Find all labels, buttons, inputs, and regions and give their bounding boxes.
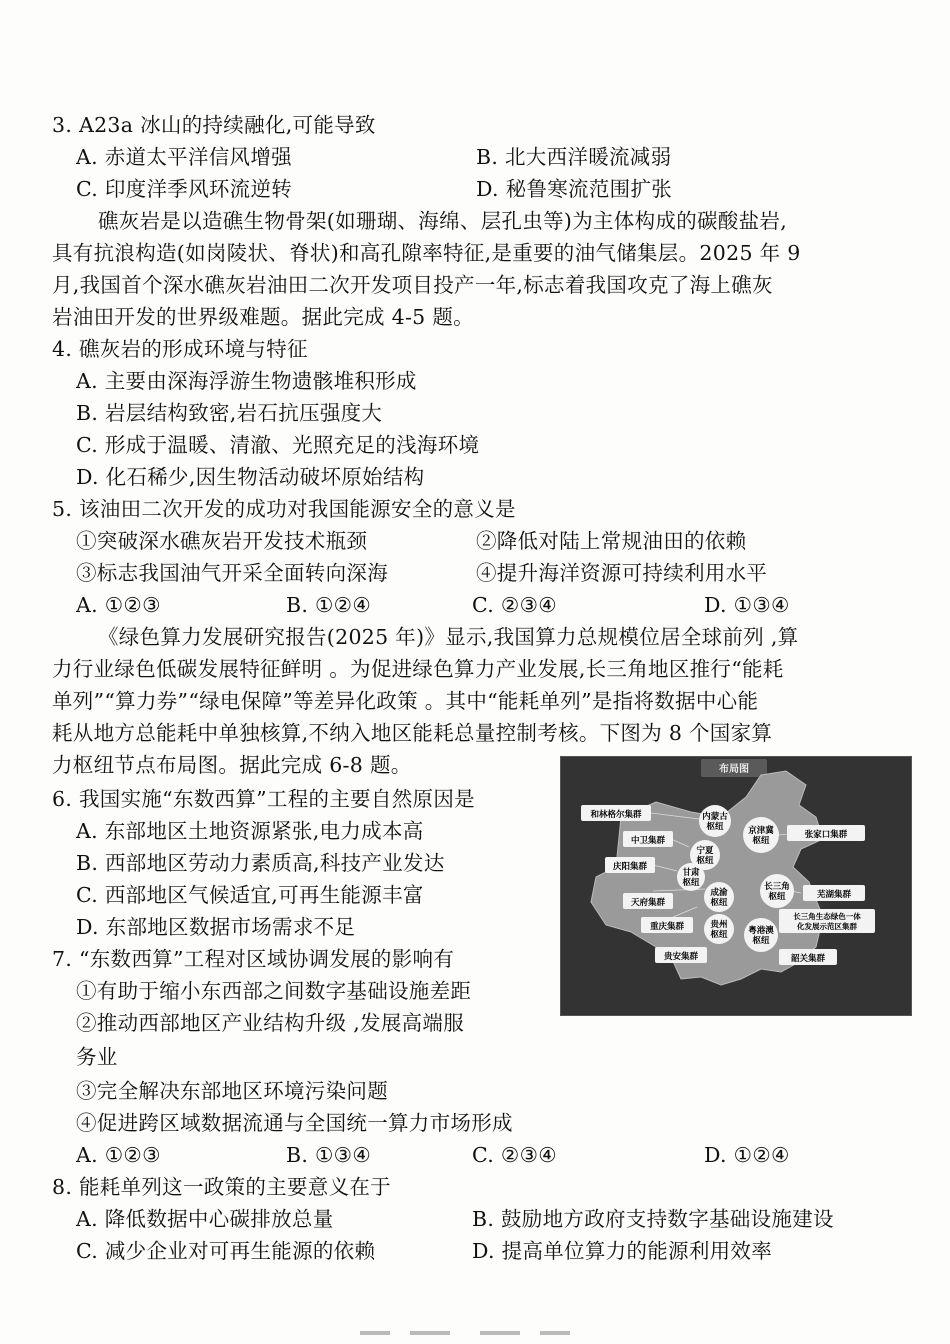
q6-option-b: B. 西部地区劳动力素质高,科技产业发达: [76, 851, 445, 875]
q7-option-a: A. ①②③: [76, 1143, 161, 1167]
map-label-chongqing: 重庆集群: [649, 922, 685, 932]
map-label-ningxia: 宁夏: [696, 846, 714, 856]
map-label-shaoguan: 韶关集群: [790, 954, 826, 964]
q7-statement-3: ③完全解决东部地区环境污染问题: [76, 1079, 388, 1103]
map-label-gansu-2: 枢纽: [682, 878, 700, 888]
q5-option-d: D. ①③④: [704, 593, 790, 617]
q7-stem: 7. “东数西算”工程对区域协调发展的影响有: [52, 947, 455, 971]
q3-option-c: C. 印度洋季风环流逆转: [76, 177, 293, 201]
q5-option-c: C. ②③④: [472, 593, 557, 617]
passage1-line: 具有抗浪构造(如岗陵状、脊状)和高孔隙率特征,是重要的油气储集层。2025 年 9: [52, 241, 801, 265]
q7-option-d: D. ①②④: [704, 1143, 790, 1167]
map-label-changsanjiao: 长三角: [764, 882, 790, 892]
passage2-line: 《绿色算力发展研究报告(2025 年)》显示,我国算力总规模位居全球前列 ,算: [98, 625, 799, 649]
q8-option-b: B. 鼓励地方政府支持数字基础设施建设: [472, 1207, 834, 1231]
q5-statement-1: ①突破深水礁灰岩开发技术瓶颈: [76, 529, 368, 553]
map-label-shifanqu: 长三角生态绿色一体: [793, 912, 861, 921]
q8-stem: 8. 能耗单列这一政策的主要意义在于: [52, 1175, 391, 1199]
map-label-helin: 和林格尔集群: [590, 810, 642, 820]
q3-option-a: A. 赤道太平洋信风增强: [76, 145, 292, 169]
q5-option-a: A. ①②③: [76, 593, 161, 617]
footer-marks: [360, 1329, 580, 1337]
q4-option-c: C. 形成于温暖、清澈、光照充足的浅海环境: [76, 433, 480, 457]
map-label-zhangjiakou: 张家口集群: [804, 830, 848, 840]
map-label-changsanjiao-2: 枢纽: [768, 892, 786, 902]
map-label-zhongwei: 中卫集群: [630, 836, 666, 846]
hub-layout-map: [560, 756, 912, 1016]
passage2-line: 力行业绿色低碳发展特征鲜明 。为促进绿色算力产业发展,长三角地区推行“能耗: [52, 657, 784, 681]
q6-option-c: C. 西部地区气候适宜,可再生能源丰富: [76, 883, 424, 907]
map-label-guian: 贵安集群: [663, 952, 699, 962]
q5-stem: 5. 该油田二次开发的成功对我国能源安全的意义是: [52, 497, 516, 521]
map-svg: [561, 757, 911, 1015]
q4-option-b: B. 岩层结构致密,岩石抗压强度大: [76, 401, 383, 425]
q5-statement-3: ③标志我国油气开采全面转向深海: [76, 561, 388, 585]
q8-option-c: C. 减少企业对可再生能源的依赖: [76, 1239, 376, 1263]
q5-statement-2: ②降低对陆上常规油田的依赖: [476, 529, 747, 553]
q8-option-a: A. 降低数据中心碳排放总量: [76, 1207, 334, 1231]
passage2-line: 耗从地方总能耗中单独核算,不纳入地区能耗总量控制考核。下图为 8 个国家算: [52, 721, 773, 745]
passage2-line: 单列”“算力券”“绿电保障”等差异化政策 。其中“能耗单列”是指将数据中心能: [52, 689, 759, 713]
map-label-tianfu: 天府集群: [630, 898, 666, 908]
q3-option-d: D. 秘鲁寒流范围扩张: [476, 177, 673, 201]
map-label-chengyu: 成渝: [710, 888, 728, 898]
q6-option-a: A. 东部地区土地资源紧张,电力成本高: [76, 819, 424, 843]
map-label-gansu: 甘肃: [682, 868, 700, 878]
q7-statement-1: ①有助于缩小东西部之间数字基础设施差距: [76, 979, 472, 1003]
q7-option-c: C. ②③④: [472, 1143, 557, 1167]
q4-option-a: A. 主要由深海浮游生物遗骸堆积形成: [76, 369, 417, 393]
passage1-line: 月,我国首个深水礁灰岩油田二次开发项目投产一年,标志着我国攻克了海上礁灰: [52, 273, 773, 297]
q3-option-b: B. 北大西洋暖流减弱: [476, 145, 672, 169]
map-label-guizhou: 贵州: [710, 920, 728, 930]
passage1-line: 岩油田开发的世界级难题。据此完成 4-5 题。: [52, 305, 474, 329]
q3-stem: 3. A23a 冰山的持续融化,可能导致: [52, 113, 376, 137]
passage1-line: 礁灰岩是以造礁生物骨架(如珊瑚、海绵、层孔虫等)为主体构成的碳酸盐岩,: [98, 209, 788, 233]
map-label-jingjinji: 京津冀: [748, 826, 774, 836]
map-label-wuhu: 芜湖集群: [816, 890, 852, 900]
q5-statement-4: ④提升海洋资源可持续利用水平: [476, 561, 768, 585]
q8-option-d: D. 提高单位算力的能源利用效率: [472, 1239, 773, 1263]
map-label-shifanqu-2: 化发展示范区集群: [797, 922, 857, 931]
map-label-neimenggu-2: 枢纽: [706, 822, 724, 832]
map-label-ningxia-2: 枢纽: [696, 856, 714, 866]
map-label-yuegangao-2: 枢纽: [752, 936, 770, 946]
map-label-guizhou-2: 枢纽: [710, 930, 728, 940]
map-label-qingyang: 庆阳集群: [612, 862, 648, 872]
q7-statement-2: ②推动西部地区产业结构升级 ,发展高端服: [76, 1011, 465, 1035]
q6-stem: 6. 我国实施“东数西算”工程的主要自然原因是: [52, 787, 475, 811]
map-label-yuegangao: 粤港澳: [748, 926, 774, 936]
passage2-line: 力枢纽节点布局图。据此完成 6-8 题。: [52, 753, 412, 777]
q7-statement-2-cont: 务业: [76, 1045, 118, 1069]
page-footer-fragment: [360, 1322, 580, 1330]
q4-option-d: D. 化石稀少,因生物活动破坏原始结构: [76, 465, 425, 489]
q5-option-b: B. ①②④: [286, 593, 372, 617]
map-title: 布局图: [719, 764, 749, 775]
q4-stem: 4. 礁灰岩的形成环境与特征: [52, 337, 308, 361]
q6-option-d: D. 东部地区数据市场需求不足: [76, 915, 356, 939]
q7-statement-4: ④促进跨区域数据流通与全国统一算力市场形成: [76, 1111, 513, 1135]
q7-option-b: B. ①③④: [286, 1143, 372, 1167]
map-label-neimenggu: 内蒙古: [702, 812, 728, 822]
map-label-jingjinji-2: 枢纽: [752, 836, 770, 846]
map-label-chengyu-2: 枢纽: [710, 898, 728, 908]
